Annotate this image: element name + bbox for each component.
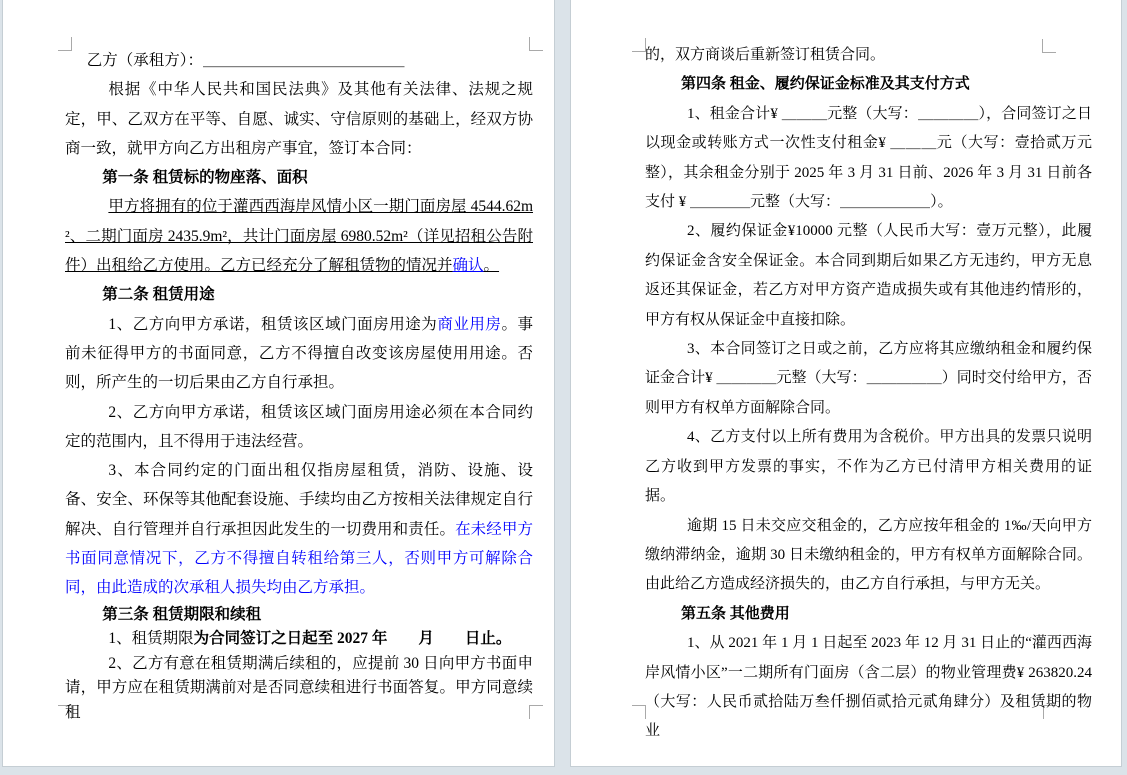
text-run: 。事前未征得甲方的书面同意，乙方不得擅自改变该房屋使用用途。否则，所产生的一切后果由乙方自行承担。 bbox=[65, 315, 533, 392]
section-heading[interactable] bbox=[65, 163, 533, 192]
page-left-text bbox=[65, 46, 533, 726]
margin-mark-top-left-icon bbox=[632, 38, 646, 52]
paragraph[interactable] bbox=[65, 192, 533, 280]
paragraph[interactable] bbox=[645, 335, 1092, 423]
text-run: ），合同签订之日以现金或转账方式一次性支付租金¥ bbox=[645, 105, 1092, 152]
text-run: ＿＿＿＿＿＿ bbox=[840, 194, 931, 211]
text-run: 逾期 15 日未交应交租金的，乙方应按年租金的 1‰/天向甲方缴纳滞纳金，逾期 30 日未缴纳租金的，甲方有权单方面解除合同。由此给乙方造成经济损失的，由乙方自行承担，与甲方无关。 bbox=[645, 517, 1092, 593]
paragraph[interactable] bbox=[65, 46, 533, 75]
text-run: 的，双方商谈后重新签订租赁合同。 bbox=[645, 47, 886, 63]
text-run: ＿＿＿＿＿ bbox=[866, 370, 942, 387]
text-run: ）。 bbox=[930, 194, 953, 211]
paragraph[interactable] bbox=[65, 627, 533, 652]
text-run: 元（大写：壹拾贰万元整），其余租金分别于 2025 年 3 月 31 日前、2026 年 3 月 31 日前各支付 ¥ bbox=[645, 135, 1092, 211]
text-run: 乙方（承租方）： bbox=[86, 52, 203, 69]
page-right[interactable] bbox=[570, 0, 1122, 767]
page-right-text bbox=[645, 41, 1092, 747]
text-run: 4、乙方支付以上所有费用为含税价。甲方出具的发票只说明乙方收到甲方发票的事实，不作为乙方已付清甲方相关费用的证据。 bbox=[645, 429, 1092, 505]
text-run: 第二条 租赁用途 bbox=[102, 286, 215, 304]
section-heading[interactable] bbox=[645, 70, 1092, 99]
text-run: 2、乙方有意在租赁期满后续租的，应提前 30 日向甲方书面申请，甲方应在租赁期满前对是否同意续租进行书面答复。甲方同意续租 bbox=[65, 654, 533, 722]
text-run: ＿＿＿＿ bbox=[690, 194, 751, 211]
paragraph[interactable] bbox=[645, 512, 1092, 600]
text-run: ）同时交付给甲方，否则甲方有权单方面解除合同。 bbox=[645, 370, 1092, 416]
text-run: 元整（大写： bbox=[776, 370, 867, 387]
text-run: ＿＿＿＿ bbox=[716, 370, 777, 387]
text-run: 。 bbox=[483, 257, 500, 275]
text-run: 2、乙方向甲方承诺，租赁该区域门面房用途必须在本合同约定的范围内，且不得用于违法经营。 bbox=[65, 403, 533, 450]
text-run: 第三条 租赁期限和续租 bbox=[102, 605, 262, 623]
paragraph[interactable] bbox=[65, 75, 533, 163]
paragraph[interactable] bbox=[65, 398, 533, 457]
text-run: 确认 bbox=[452, 257, 484, 275]
text-run: 1、从 2021 年 1 月 1 日起至 2023 年 12 月 31 日止的“灌西西海岸风情小区”一二期所有门面房（含二层）的物业管理费¥ 263820.24（大写：人民币贰拾陆万叁仟捌佰贰拾元贰角肆分）及租赁期的物业 bbox=[645, 635, 1092, 740]
text-run: 商业用房 bbox=[437, 315, 502, 333]
text-run: ＿＿＿ bbox=[890, 135, 937, 152]
paragraph[interactable] bbox=[645, 217, 1092, 335]
text-run: 在未经甲方书面同意情况下，乙方不得擅自转租给第三人，否则甲方可解除合同，由此造成的次承租人损失均由乙方承担。 bbox=[65, 520, 533, 597]
page-left[interactable] bbox=[2, 0, 555, 767]
margin-mark-bottom-left-icon bbox=[632, 705, 646, 719]
text-run: 1、乙方向甲方承诺，租赁该区域门面房用途为 bbox=[108, 315, 438, 333]
section-heading[interactable] bbox=[65, 280, 533, 309]
text-run: 根据《中华人民共和国民法典》及其他有关法律、法规之规定，甲、乙双方在平等、自愿、诚实、守信原则的基础上，经双方协商一致，就甲方向乙方出租房产事宜，签订本合同： bbox=[65, 81, 533, 157]
text-run: ＿＿＿ bbox=[781, 105, 828, 122]
paragraph[interactable] bbox=[65, 310, 533, 398]
text-run: ＿＿＿＿＿＿＿＿＿＿＿＿＿ bbox=[202, 52, 405, 69]
text-run: 1、租赁期限 bbox=[108, 630, 194, 648]
text-run: 甲方将拥有的位于灌西西海岸风情小区一期门面房屋 4544.62m²、二期门面房 2435.9m²，共计门面房屋 6980.52m²（详见招租公告附件）出租给乙方使用。乙方已经充分了解租赁物的情况并 bbox=[65, 198, 533, 275]
paragraph[interactable] bbox=[645, 100, 1092, 218]
text-run: 3、本合同约定的门面出租仅指房屋租赁，消防、设施、设备、安全、环保等其他配套设施、手续均由乙方按相关法律规定自行解决、自行管理并自行承担因此发生的一切费用和责任。 bbox=[65, 462, 533, 538]
text-run: 为合同签订之日起至 2027 年 月 日止。 bbox=[193, 630, 512, 648]
text-run: 2、履约保证金¥10000 元整（人民币大写：壹万元整），此履约保证金含安全保证金。本合同到期后如果乙方无违约，甲方无息返还其保证金，若乙方对甲方资产造成损失或有其他违约情形的，甲方有权从保证金中直接扣除。 bbox=[645, 223, 1092, 328]
paragraph[interactable] bbox=[645, 423, 1092, 511]
paragraph[interactable] bbox=[65, 456, 533, 602]
paragraph[interactable] bbox=[645, 629, 1092, 747]
text-run: 元整（大写： bbox=[750, 194, 841, 211]
text-run: 第一条 租赁标的物座落、面积 bbox=[102, 169, 308, 187]
paragraph[interactable] bbox=[65, 652, 533, 726]
text-run: ＿＿＿＿ bbox=[917, 105, 979, 122]
paragraph[interactable] bbox=[645, 41, 1092, 70]
text-run: 1、租金合计¥ bbox=[687, 105, 782, 122]
text-run: 第四条 租金、履约保证金标准及其支付方式 bbox=[681, 76, 970, 93]
section-heading[interactable] bbox=[65, 603, 533, 628]
section-heading[interactable] bbox=[645, 600, 1092, 629]
text-run: 第五条 其他费用 bbox=[681, 605, 790, 622]
text-run: 元整（大写： bbox=[827, 105, 918, 122]
text-run: 3、本合同签订之日或之前，乙方应将其应缴纳租金和履约保证金合计¥ bbox=[645, 341, 1092, 387]
